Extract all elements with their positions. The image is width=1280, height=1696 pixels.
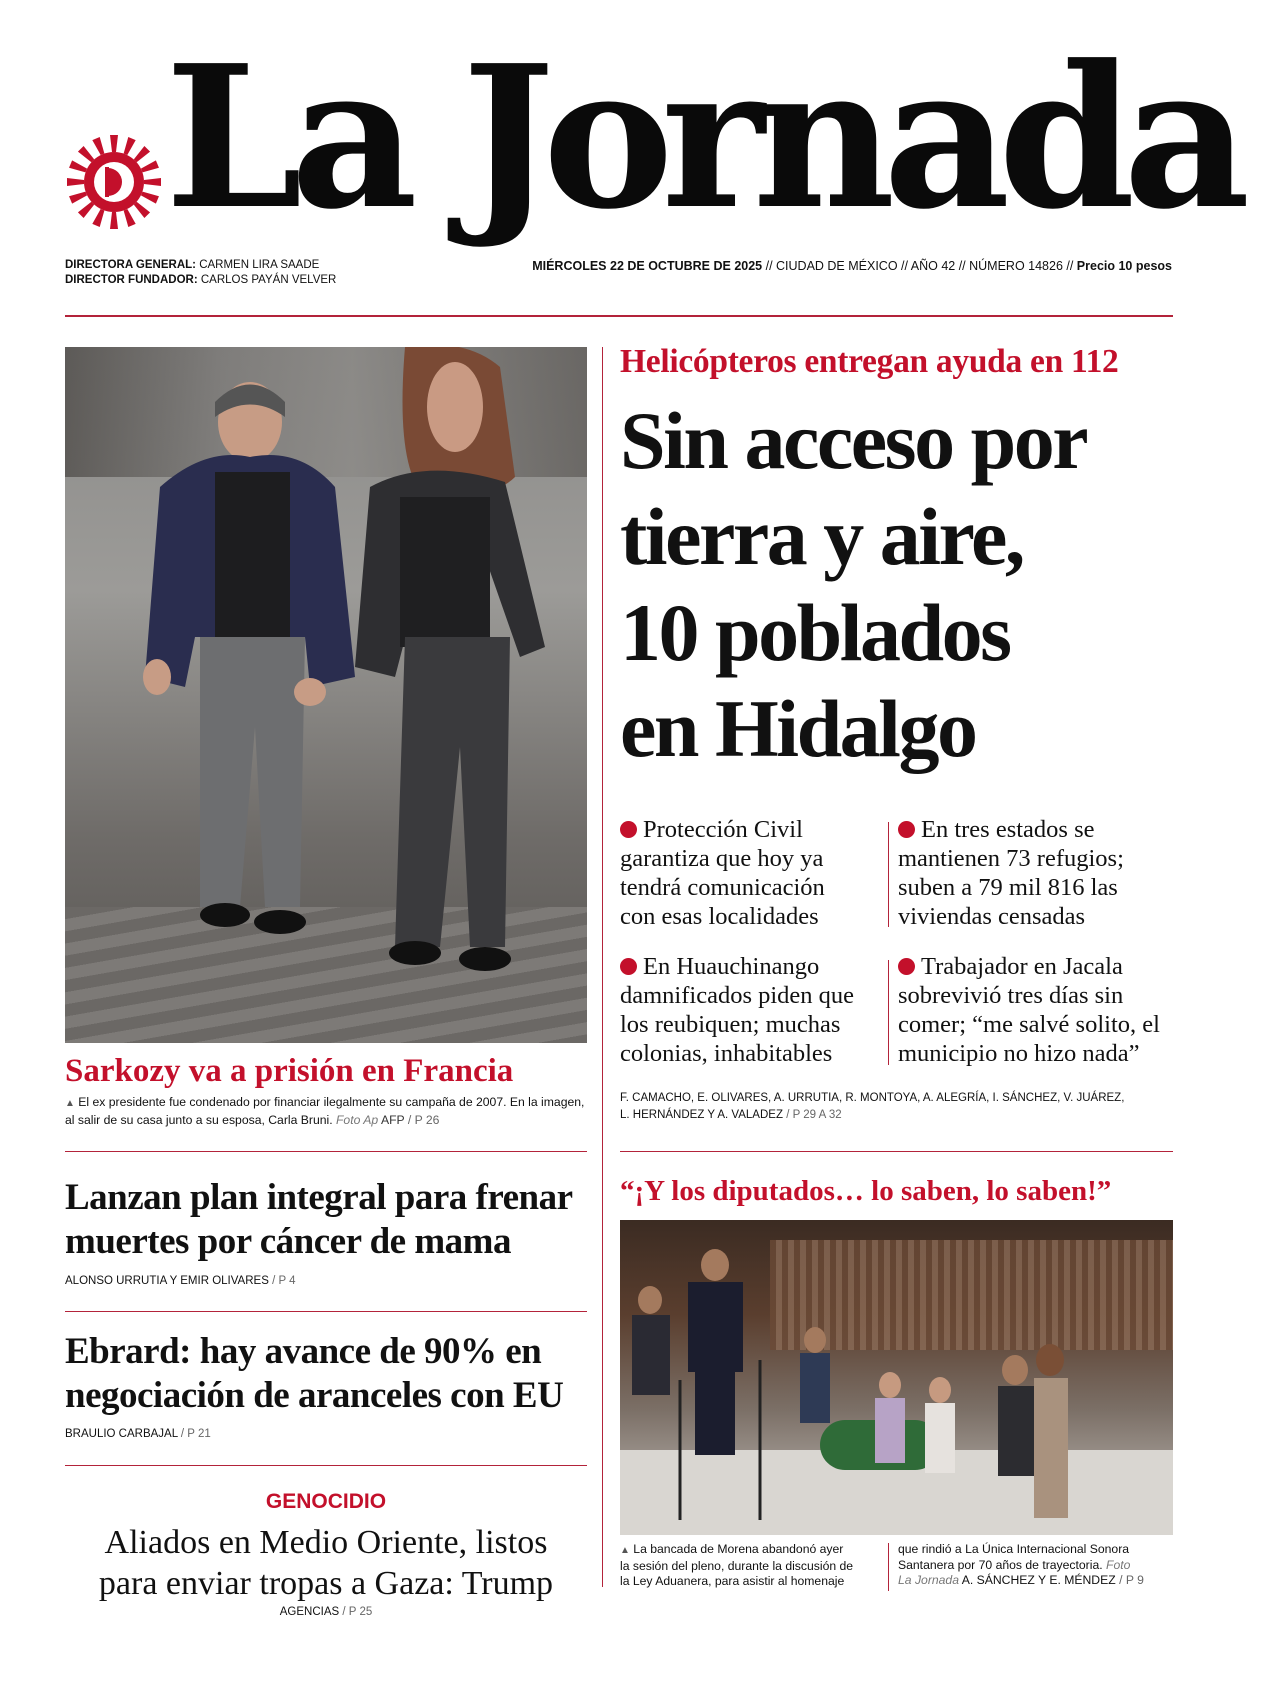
headline-line: tierra y aire, (620, 491, 1023, 582)
story-ebrard-headline[interactable] (65, 1330, 563, 1418)
headline-line: muertes por cáncer de mama (65, 1221, 511, 1262)
caption-line: La bancada de Morena abandonó ayer (633, 1542, 844, 1556)
caption-line: la sesión del pleno, durante la discusión de (620, 1558, 854, 1573)
byline-page: / P 21 (180, 1428, 211, 1440)
bullet-line: viviendas censadas (898, 903, 1086, 930)
right-rule (620, 1151, 1173, 1152)
lead-photo-title: Sarkozy va a prisión en Francia (65, 1053, 514, 1089)
congress-photo-label: Foto (1106, 1557, 1131, 1572)
bullet-line: colonias, inhabitables (620, 1040, 833, 1067)
bullet-line: garantiza que hoy ya (620, 845, 824, 872)
staff-line-founder (65, 273, 336, 288)
caption-line: Santanera por 70 años de trayectoria. (898, 1557, 1103, 1572)
byline-authors: BRAULIO CARBAJAL (65, 1428, 178, 1440)
byline-line: F. CAMACHO, E. OLIVARES, A. URRUTIA, R. MONTOYA, A. ALEGRÍA, I. SÁNCHEZ, V. JUÁREZ, (620, 1092, 1125, 1104)
story-cancer-headline[interactable] (65, 1176, 573, 1264)
bullet-line: En tres estados se (921, 816, 1095, 843)
main-story-headline[interactable] (620, 393, 1086, 777)
headline-line: Sin acceso por (620, 395, 1087, 486)
bullet-line: Trabajador en Jacala (921, 953, 1123, 980)
column-divider (602, 347, 603, 1587)
congress-photo-credit: A. SÁNCHEZ Y E. MÉNDEZ (961, 1573, 1116, 1587)
lead-photo[interactable] (65, 347, 587, 1043)
headline-line: Lanzan plan integral para frenar (65, 1177, 573, 1218)
bullet-line: sobrevivió tres días sin (898, 982, 1124, 1009)
byline-authors: ALONSO URRUTIA Y EMIR OLIVARES (65, 1275, 269, 1287)
bullet-line: con esas localidades (620, 903, 819, 930)
bullet-line: los reubiquen; muchas (620, 1011, 841, 1038)
caption-line: la Ley Aduanera, para asistir al homenaje (620, 1574, 845, 1588)
dateline (532, 259, 1172, 273)
bullet-line: tendrá comunicación (620, 874, 825, 901)
bullet-line: En Huauchinango (643, 953, 820, 980)
main-bullet-1 (620, 815, 890, 931)
photo-figures (620, 1220, 1173, 1535)
story-gaza-byline (65, 1604, 587, 1620)
headline-line: Ebrard: hay avance de 90% en (65, 1331, 542, 1372)
bullet-dot-icon (898, 958, 915, 975)
bullet-divider-2 (888, 960, 889, 1065)
headline-line: en Hidalgo (620, 683, 976, 774)
headline-line: para enviar tropas a Gaza: Trump (98, 1565, 554, 1602)
masthead-logo: La Jornada (165, 23, 1239, 253)
caption-divider (888, 1543, 889, 1591)
staff-name: CARMEN LIRA SAADE (199, 259, 320, 271)
congress-caption-left (620, 1542, 882, 1590)
issue-date: MIÉRCOLES 22 DE OCTUBRE DE 2025 (532, 259, 763, 273)
byline-page: / P 29 A 32 (786, 1109, 842, 1121)
lead-caption-text: El ex presidente fue condenado por financiar ilegalmente su campaña de 2007. En la imagen, al salir de su casa junto a su esposa, Carla Bruni. (65, 1095, 585, 1127)
lead-photo-page: / P 26 (407, 1113, 440, 1127)
left-rule-2 (65, 1311, 587, 1312)
story-gaza-headline[interactable] (65, 1522, 587, 1604)
bullet-line: Protección Civil (643, 816, 803, 843)
caption-triangle-icon: ▲ (65, 1098, 75, 1109)
byline-page: / P 4 (272, 1275, 296, 1287)
bullet-dot-icon (620, 958, 637, 975)
story-cancer-byline (65, 1273, 296, 1289)
congress-photo-label-2: La Jornada (898, 1573, 959, 1587)
congress-photo-title: “¡Y los diputados… lo saben, lo saben!” (620, 1175, 1112, 1207)
lead-photo-label: Foto Ap (335, 1113, 379, 1127)
main-story-byline (620, 1090, 1124, 1124)
left-rule-3 (65, 1465, 587, 1466)
logo-sun-icon (64, 132, 164, 232)
dateline-details: // CIUDAD DE MÉXICO // AÑO 42 // NÚMERO 14826 // (762, 259, 1077, 273)
main-bullet-2 (898, 815, 1173, 931)
lead-photo-caption (65, 1094, 587, 1128)
caption-triangle-icon: ▲ (620, 1545, 630, 1556)
headline-line: negociación de aranceles con EU (65, 1375, 564, 1416)
caption-line: que rindió a La Única Internacional Sonora (898, 1542, 1130, 1556)
story-ebrard-byline (65, 1426, 211, 1442)
bullet-dot-icon (620, 821, 637, 838)
bullet-line: damnificados piden que (620, 982, 855, 1009)
headline-line: 10 poblados (620, 587, 1010, 678)
staff-line-director (65, 258, 319, 273)
left-rule-1 (65, 1151, 587, 1152)
byline-page: / P 25 (342, 1606, 373, 1618)
staff-name: CARLOS PAYÁN VELVER (200, 274, 337, 286)
bullet-line: suben a 79 mil 816 las (898, 874, 1118, 901)
bullet-dot-icon (898, 821, 915, 838)
photo-figures (65, 347, 587, 1043)
main-bullet-4 (898, 952, 1180, 1068)
issue-price: Precio 10 pesos (1076, 259, 1172, 273)
story-gaza-kicker: GENOCIDIO (265, 1490, 387, 1513)
main-bullet-3 (620, 952, 890, 1068)
bullet-divider-1 (888, 822, 889, 927)
staff-role: DIRECTOR FUNDADOR: (65, 274, 198, 286)
headline-line: Aliados en Medio Oriente, listos (104, 1524, 548, 1561)
byline-authors: AGENCIAS (279, 1606, 340, 1618)
main-story-kicker: Helicópteros entregan ayuda en 112 (620, 343, 1119, 380)
congress-caption-right (898, 1542, 1180, 1589)
bullet-line: mantienen 73 refugios; (898, 845, 1124, 872)
lead-photo-agency: AFP (380, 1113, 405, 1127)
congress-photo[interactable] (620, 1220, 1173, 1535)
staff-role: DIRECTORA GENERAL: (65, 259, 196, 271)
byline-line: L. HERNÁNDEZ Y A. VALADEZ (620, 1109, 783, 1121)
masthead-rule (65, 315, 1173, 317)
congress-photo-page: / P 9 (1119, 1573, 1144, 1587)
bullet-line: municipio no hizo nada” (898, 1040, 1140, 1067)
bullet-line: comer; “me salvé solito, el (898, 1011, 1160, 1038)
